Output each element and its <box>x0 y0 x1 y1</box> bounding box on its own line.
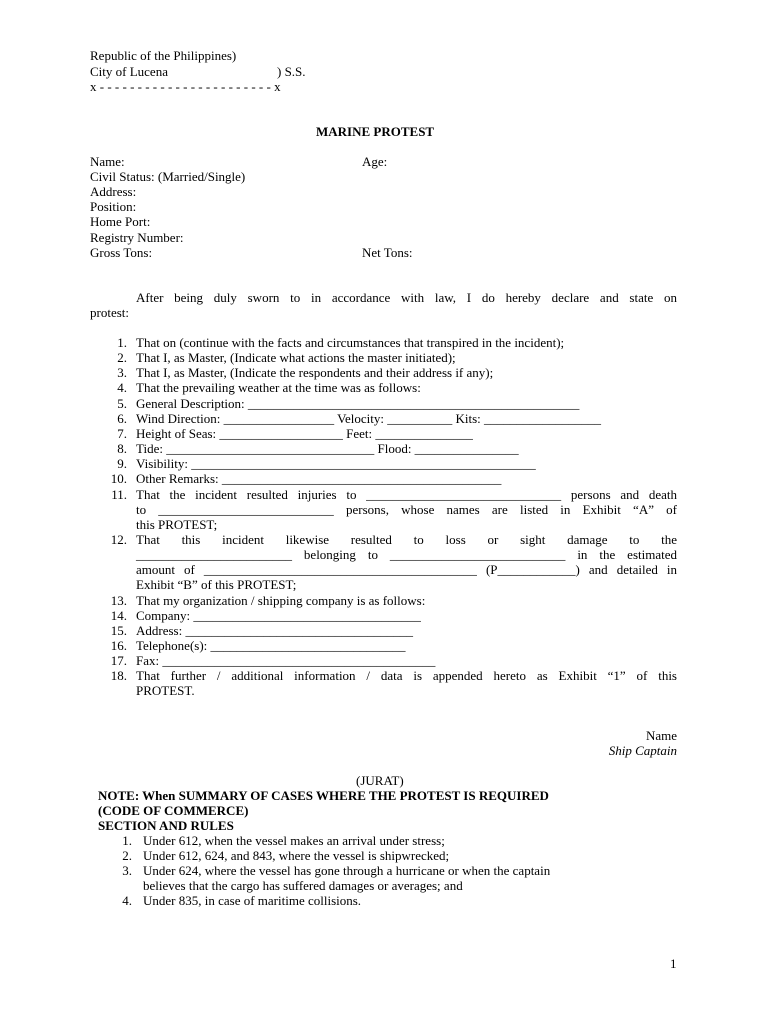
note-item-text: Under 835, in case of maritime collisions. <box>143 893 362 908</box>
item-number: 16. <box>110 638 127 653</box>
intro-line-1: After being duly sworn to in accordance with law, I do hereby declare and state on <box>136 290 677 305</box>
item-number: 7. <box>117 426 127 441</box>
page-title: MARINE PROTEST <box>316 124 435 139</box>
item-text: Company: ___________________________________ <box>136 608 421 623</box>
note-item-text: believes that the cargo has suffered damages or averages; and <box>143 878 463 893</box>
item-number: 6. <box>117 411 127 426</box>
item-number: 3. <box>117 365 127 380</box>
header-separator: x - - - - - - - - - - - - - - - - - - - - - - - x <box>90 79 281 94</box>
item-text: Telephone(s): ______________________________ <box>136 638 406 653</box>
item-number: 15. <box>110 623 127 638</box>
header-ss: ) S.S. <box>277 64 306 79</box>
item-text: That on (continue with the facts and circumstances that transpired in the incident); <box>136 335 565 350</box>
item-number: 11. <box>111 487 127 502</box>
item-text: That the prevailing weather at the time was as follows: <box>136 380 421 395</box>
note-item-number: 3. <box>122 863 132 878</box>
item-number: 17. <box>110 653 127 668</box>
note-item-number: 4. <box>122 893 132 908</box>
item-text: That the incident resulted injuries to ______________________________ persons and death <box>136 487 677 502</box>
field-civil-status: Civil Status: (Married/Single) <box>90 169 246 184</box>
note-item-text: Under 612, when the vessel makes an arrival under stress; <box>143 833 445 848</box>
item-number: 12. <box>110 532 127 547</box>
item-text: Fax: __________________________________________ <box>136 653 436 668</box>
field-home-port: Home Port: <box>90 214 151 229</box>
item-text: That my organization / shipping company is as follows: <box>136 593 426 608</box>
item-text: Visibility: _____________________________________________________ <box>136 456 536 471</box>
item-text: Other Remarks: ___________________________________________ <box>136 471 502 486</box>
item-text: That further / additional information / data is appended hereto as Exhibit “1” of this <box>136 668 677 683</box>
field-name: Name: <box>90 154 125 169</box>
item-text: Tide: ________________________________ Flood: ________________ <box>136 441 519 456</box>
field-net-tons: Net Tons: <box>362 245 413 260</box>
item-text: ________________________ belonging to ___________________________ in the estimated <box>136 547 677 562</box>
item-text: Address: ___________________________________ <box>136 623 413 638</box>
item-number: 8. <box>117 441 127 456</box>
item-number: 5. <box>117 396 127 411</box>
item-number: 4. <box>117 380 127 395</box>
item-text: That this incident likewise resulted to loss or sight damage to the <box>136 532 677 547</box>
item-text: That I, as Master, (Indicate the respondents and their address if any); <box>136 365 494 380</box>
jurat-label: (JURAT) <box>356 773 404 788</box>
item-text: That I, as Master, (Indicate what actions the master initiated); <box>136 350 456 365</box>
field-gross-tons: Gross Tons: <box>90 245 153 260</box>
item-text: this PROTEST; <box>136 517 218 532</box>
note-heading: NOTE: When SUMMARY OF CASES WHERE THE PROTEST IS REQUIRED <box>98 788 549 803</box>
item-number: 18. <box>110 668 127 683</box>
item-number: 1. <box>117 335 127 350</box>
note-item-number: 1. <box>122 833 132 848</box>
item-text: PROTEST. <box>136 683 195 698</box>
item-number: 2. <box>117 350 127 365</box>
note-item-text: Under 612, 624, and 843, where the vessel is shipwrecked; <box>143 848 450 863</box>
page-number: 1 <box>670 956 677 971</box>
item-number: 13. <box>110 593 127 608</box>
item-text: General Description: ___________________________________________________ <box>136 396 580 411</box>
item-text: Height of Seas: ___________________ Feet: _______________ <box>136 426 473 441</box>
header-city: City of Lucena <box>90 64 168 79</box>
note-code: (CODE OF COMMERCE) <box>98 803 249 818</box>
field-position: Position: <box>90 199 137 214</box>
item-text: to ___________________________ persons, whose names are listed in Exhibit “A” of <box>136 502 677 517</box>
signature-name: Name <box>645 728 677 743</box>
header-republic: Republic of the Philippines) <box>90 48 237 63</box>
item-text: amount of __________________________________________ (P____________) and detailed in <box>136 562 677 577</box>
intro-line-2: protest: <box>90 305 129 320</box>
item-number: 10. <box>110 471 127 486</box>
item-number: 14. <box>110 608 127 623</box>
field-age: Age: <box>362 154 388 169</box>
signature-role: Ship Captain <box>608 743 677 758</box>
item-text: Wind Direction: _________________ Velocity: __________ Kits: __________________ <box>136 411 602 426</box>
note-item-text: Under 624, where the vessel has gone through a hurricane or when the captain <box>143 863 551 878</box>
note-section: SECTION AND RULES <box>98 818 234 833</box>
item-number: 9. <box>117 456 127 471</box>
field-address: Address: <box>90 184 137 199</box>
field-registry-number: Registry Number: <box>90 230 184 245</box>
item-text: Exhibit “B” of this PROTEST; <box>136 577 297 592</box>
note-item-number: 2. <box>122 848 132 863</box>
